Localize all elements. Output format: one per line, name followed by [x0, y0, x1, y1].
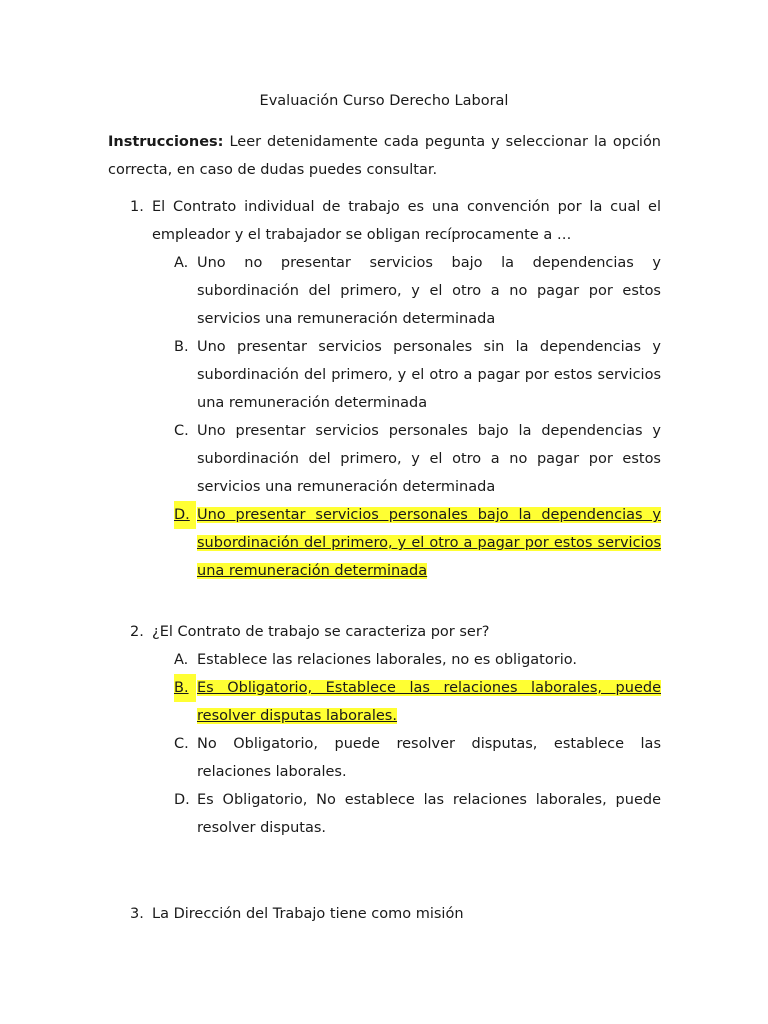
option-list — [174, 646, 661, 842]
option-text-highlighted — [197, 501, 661, 585]
question-text: La Dirección del Trabajo tiene como misión — [152, 906, 464, 922]
option-c — [174, 417, 661, 501]
option-text-highlighted — [197, 674, 661, 730]
option-text: Establece las relaciones laborales, no es obligatorio. — [197, 652, 577, 668]
document-title: Evaluación Curso Derecho Laboral — [259, 93, 509, 109]
highlighted-answer: Uno presentar servicios personales bajo la dependencias y subordinación del primero, y el otro a pagar por estos servicios una remuneración determinada — [197, 507, 661, 579]
option-d — [174, 786, 661, 842]
option-label: B. — [174, 674, 196, 702]
option-list — [174, 249, 661, 585]
option-label: D. — [174, 501, 196, 529]
question-text: ¿El Contrato de trabajo se caracteriza por ser? — [152, 624, 490, 640]
option-b-correct — [174, 674, 661, 730]
option-a — [174, 249, 661, 333]
option-b — [174, 333, 661, 417]
option-label: C. — [174, 423, 189, 439]
option-label: B. — [174, 339, 189, 355]
option-text: Es Obligatorio, No establece las relaciones laborales, puede resolver disputas. — [197, 792, 661, 836]
question-1 — [130, 193, 661, 585]
option-label: D. — [174, 792, 190, 808]
option-d-correct — [174, 501, 661, 585]
instructions-label: Instrucciones: — [108, 134, 224, 150]
option-text: No Obligatorio, puede resolver disputas, establece las relaciones laborales. — [197, 736, 661, 780]
question-number: 2. — [130, 624, 144, 640]
option-c — [174, 730, 661, 786]
option-text: Uno no presentar servicios bajo la dependencias y subordinación del primero, y el otro a no pagar por estos servicios una remuneración determinada — [197, 255, 661, 327]
option-a — [174, 646, 661, 674]
question-2 — [130, 618, 661, 842]
option-text: Uno presentar servicios personales sin la dependencias y subordinación del primero, y el otro a pagar por estos servicios una remuneración determinada — [197, 339, 661, 411]
question-number: 3. — [130, 906, 144, 922]
question-number: 1. — [130, 199, 144, 215]
instructions-text: Leer detenidamente cada pegunta y seleccionar la opción correcta, en caso de dudas puedes consultar. — [108, 134, 662, 178]
option-label: A. — [174, 255, 189, 271]
option-label: C. — [174, 736, 189, 752]
question-3 — [130, 900, 661, 928]
question-text: El Contrato individual de trabajo es una convención por la cual el empleador y el trabajador se obligan recíprocamente a … — [152, 199, 661, 243]
option-label: A. — [174, 652, 189, 668]
highlighted-answer: Es Obligatorio, Establece las relaciones laborales, puede resolver disputas laborales. — [197, 680, 661, 724]
instructions-paragraph — [108, 128, 661, 184]
option-text: Uno presentar servicios personales bajo la dependencias y subordinación del primero, y el otro a no pagar por estos servicios una remuneración determinada — [197, 423, 661, 495]
